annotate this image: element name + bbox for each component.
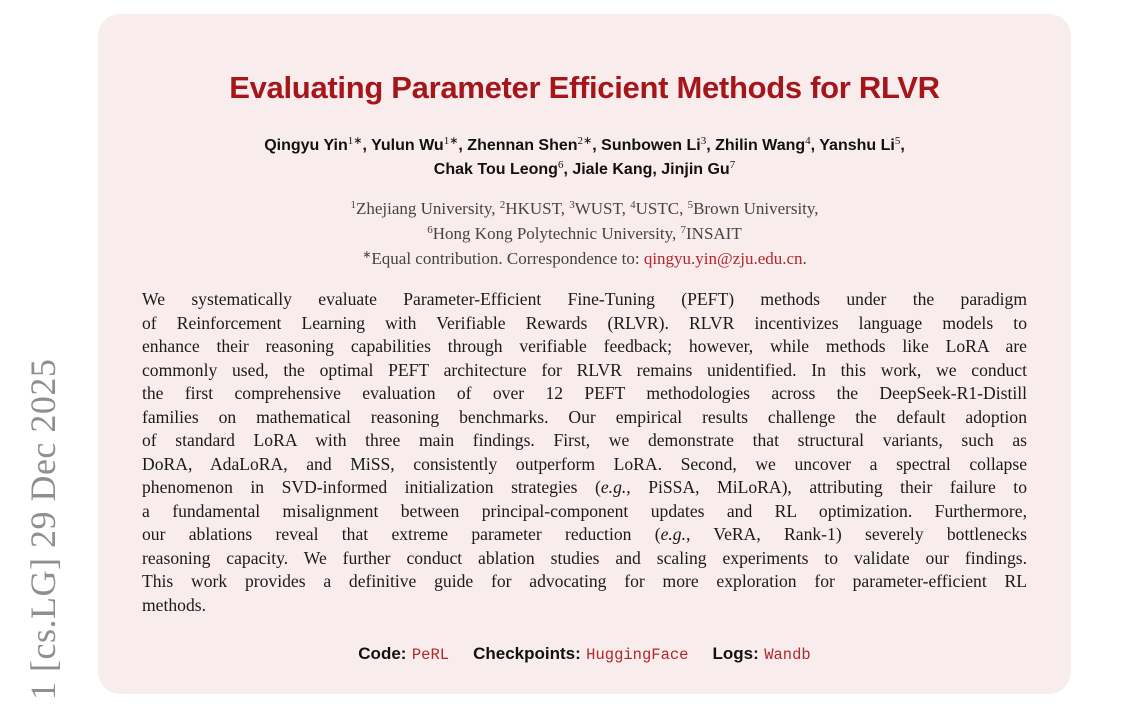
author-affiliation-mark: 1∗ [443, 135, 459, 147]
author-name-text: Jinjin Gu [661, 161, 730, 178]
abstract-text: PiSSA, MiLoRA), attributing their failure to [630, 477, 1027, 497]
abstract-line [142, 382, 1027, 406]
abstract-emphasis: e.g., [600, 477, 631, 497]
abstract-text: the first comprehensive evaluation of over 12 PEFT methodologies across the DeepSeek-R1-Distill [142, 383, 1027, 403]
paper-header-card [98, 14, 1071, 694]
affiliation-number: 1 [350, 199, 356, 211]
affiliation-name: USTC [635, 199, 680, 218]
resource-link-group [358, 644, 449, 664]
abstract-line [142, 523, 1027, 547]
affiliation-name: Hong Kong Polytechnic University [432, 224, 672, 243]
correspondence-end: . [802, 249, 807, 268]
author-name-text: Zhilin Wang [715, 137, 806, 154]
author-affiliation-mark: 4 [805, 135, 811, 147]
author-separator: , [563, 161, 573, 178]
abstract-text: DoRA, AdaLoRA, and MiSS, consistently outperform LoRA. Second, we uncover a spectral collapse [142, 453, 1027, 474]
abstract-text: This work provides a definitive guide for advocating for more exploration for parameter-efficient RL [142, 571, 1027, 591]
abstract-line [142, 288, 1027, 312]
author-name-text: Yulun Wu [371, 137, 444, 154]
affiliation-number: 2 [499, 199, 506, 211]
abstract-text: We systematically evaluate Parameter-Efficient Fine-Tuning (PEFT) methods under the paradigm [142, 289, 1027, 309]
affiliation-line [138, 196, 1031, 221]
author-name [819, 137, 905, 154]
abstract-text: phenomenon in SVD-informed initialization strategies ( [142, 477, 601, 497]
author-name-text: Sunbowen Li [601, 137, 701, 154]
abstract-line [142, 570, 1027, 594]
author-separator: , [362, 137, 372, 154]
resource-link-label: Logs: [712, 644, 759, 663]
author-affiliation-mark: 3 [700, 135, 707, 147]
affiliation-number: 4 [630, 199, 636, 211]
affiliation-number: 5 [687, 199, 694, 211]
abstract-line [142, 453, 1027, 477]
resource-link[interactable]: PeRL [411, 646, 450, 664]
author-affiliation-mark: 2∗ [577, 135, 593, 147]
author-separator: , [900, 137, 905, 154]
correspondence-email-link[interactable]: qingyu.yin@zju.edu.cn [643, 249, 803, 268]
affiliation-number: 7 [680, 224, 686, 236]
abstract-text: a fundamental misalignment between principal-component updates and RL optimization. Furthermore, [142, 500, 1027, 521]
author-name [715, 137, 819, 154]
paper-title: Evaluating Parameter Efficient Methods for RLVR [229, 70, 940, 105]
author-name-text: Qingyu Yin [264, 137, 348, 154]
arxiv-side-stamp [22, 0, 62, 707]
resource-link[interactable]: HuggingFace [586, 646, 689, 664]
abstract-emphasis: e.g., [660, 524, 691, 544]
abstract-text: commonly used, the optimal PEFT architecture for RLVR remains unidentified. In this work, we conduct [142, 359, 1027, 380]
abstract-text: reasoning capacity. We further conduct ablation studies and scaling experiments to validate our findings. [142, 547, 1027, 568]
abstract-line [142, 312, 1027, 336]
author-name [661, 161, 735, 178]
affiliation-name: Zhejiang University [355, 199, 492, 218]
affiliation-separator: , [621, 199, 631, 218]
resource-link-group [473, 644, 688, 664]
author-affiliation-mark: 1∗ [347, 135, 363, 147]
author-separator: , [706, 137, 716, 154]
abstract-text: families on mathematical reasoning benchmarks. Our empirical results challenge the default adoption [142, 406, 1027, 427]
author-name-text: Yanshu Li [819, 137, 895, 154]
affiliation-separator: , [679, 199, 688, 218]
abstract-line [142, 359, 1027, 383]
abstract-text: of standard LoRA with three main findings. First, we demonstrate that structural variants, such as [142, 430, 1027, 450]
affiliation-name: HKUST [505, 199, 561, 218]
author-name [264, 137, 371, 154]
author-affiliation-mark: 5 [894, 135, 901, 147]
resource-link[interactable]: Wandb [764, 646, 811, 664]
author-separator: , [458, 137, 468, 154]
author-list [138, 134, 1031, 182]
affiliation-name: WUST [574, 199, 622, 218]
abstract-text: VeRA, Rank-1) severely bottlenecks [690, 524, 1027, 544]
author-separator: , [652, 161, 662, 178]
affiliation-number: 3 [569, 199, 575, 211]
equal-contribution-mark: ∗ [362, 249, 372, 261]
abstract-line [142, 429, 1027, 453]
abstract-line [142, 594, 1027, 618]
correspondence-line [138, 246, 1031, 271]
resource-link-label: Code: [358, 644, 407, 663]
author-name [601, 137, 715, 154]
abstract-text: our ablations reveal that extreme parameter reduction ( [142, 524, 661, 544]
affiliation-separator: , [814, 199, 819, 218]
affiliations [138, 196, 1031, 271]
affiliation-name: INSAIT [686, 224, 742, 243]
affiliation-number: 6 [427, 224, 433, 236]
author-name [467, 137, 601, 154]
author-separator: , [592, 137, 602, 154]
author-name [572, 161, 661, 178]
author-separator: , [810, 137, 820, 154]
abstract-line [142, 500, 1027, 524]
abstract-line [142, 547, 1027, 571]
author-name [371, 137, 467, 154]
abstract-text: of Reinforcement Learning with Verifiable Rewards (RLVR). RLVR incentivizes language models to [142, 312, 1027, 333]
author-affiliation-mark: 6 [557, 159, 564, 171]
arxiv-identifier-text: 1 [cs.LG] 29 Dec 2025 [23, 358, 63, 700]
resource-link-group [713, 644, 811, 664]
author-name-text: Chak Tou Leong [433, 161, 558, 178]
affiliation-name: Brown University [693, 199, 815, 218]
affiliation-separator: , [560, 199, 570, 218]
correspondence-text: Equal contribution. Correspondence to: [371, 249, 644, 268]
author-name-text: Jiale Kang [572, 161, 653, 178]
author-name-text: Zhennan Shen [467, 137, 578, 154]
author-name [434, 161, 573, 178]
resource-link-label: Checkpoints: [473, 644, 581, 663]
resource-links [98, 644, 1071, 664]
affiliation-separator: , [491, 199, 500, 218]
affiliation-separator: , [672, 224, 681, 243]
author-affiliation-mark: 7 [729, 159, 736, 171]
abstract-line [142, 406, 1027, 430]
abstract-text: methods. [142, 594, 207, 615]
abstract-text: enhance their reasoning capabilities through verifiable feedback; however, while methods like LoRA are [142, 336, 1027, 356]
abstract-body [142, 288, 1027, 617]
abstract-line [142, 476, 1027, 500]
affiliation-line [138, 221, 1031, 246]
abstract-line [142, 335, 1027, 359]
